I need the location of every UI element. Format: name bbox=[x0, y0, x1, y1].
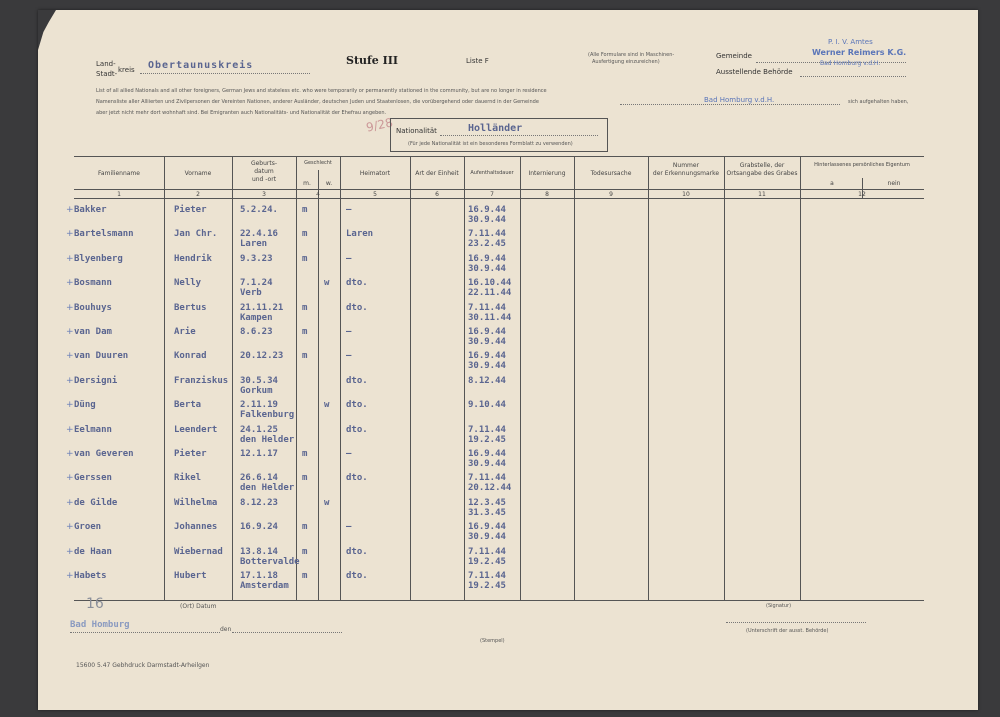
cell-surname: Groen bbox=[74, 522, 102, 532]
gemeinde-label: Gemeinde bbox=[716, 52, 752, 60]
cell-first-name: Johannes bbox=[174, 522, 218, 532]
cell-sex-m: m bbox=[302, 303, 308, 313]
row-check-mark: + bbox=[66, 254, 74, 264]
cell-stay-to: 30.9.44 bbox=[468, 215, 506, 225]
row-check-mark: + bbox=[66, 498, 74, 508]
cell-birth-place: Laren bbox=[240, 239, 268, 249]
colnum: 4 bbox=[316, 191, 320, 198]
row-check-mark: + bbox=[66, 449, 74, 459]
cell-surname: Habets bbox=[74, 571, 107, 581]
row-check-mark: + bbox=[66, 473, 74, 483]
cell-stay-to: 30.9.44 bbox=[468, 532, 506, 542]
cell-stay-to: 22.11.44 bbox=[468, 288, 512, 298]
cell-birth-date: 26.6.14 bbox=[240, 473, 278, 483]
intro-tail: sich aufgehalten haben, bbox=[848, 99, 909, 105]
col-divider bbox=[464, 156, 465, 600]
note-top-right-1: (Alle Formulare sind in Maschinen- bbox=[588, 52, 675, 58]
cell-birth-place: Kampen bbox=[240, 313, 273, 323]
cell-surname: Bartelsmann bbox=[74, 229, 134, 239]
cell-stay-from: 7.11.44 bbox=[468, 547, 506, 557]
cell-birth-place: Bottervalde bbox=[240, 557, 300, 567]
footer-place-label: (Ort) Datum bbox=[180, 603, 217, 610]
footer-sign-underline bbox=[726, 622, 866, 623]
row-check-mark: + bbox=[66, 327, 74, 337]
cell-home: — bbox=[346, 254, 352, 264]
cell-surname: Eelmann bbox=[74, 425, 112, 435]
colnum: 3 bbox=[262, 191, 266, 198]
cell-home: dto. bbox=[346, 303, 368, 313]
col-divider bbox=[648, 156, 649, 600]
intro-line-2: Namensliste aller Alliierten und Zivilpersonen der Vereinten Nationen, anderer Ausländer, deutschen Juden und Staatenlosen, die vorübergehend oder dauernd in der Gemeinde bbox=[96, 99, 539, 105]
cell-first-name: Hendrik bbox=[174, 254, 212, 264]
cell-first-name: Leendert bbox=[174, 425, 218, 435]
cell-stay-from: 7.11.44 bbox=[468, 303, 506, 313]
nationality-value: Holländer bbox=[468, 123, 523, 134]
cell-home: dto. bbox=[346, 278, 368, 288]
cell-birth-date: 13.8.14 bbox=[240, 547, 278, 557]
cell-birth-place: den Helder bbox=[240, 483, 295, 493]
cell-birth-date: 12.1.17 bbox=[240, 449, 278, 459]
cell-sex-m: m bbox=[302, 229, 308, 239]
cell-birth-date: 8.6.23 bbox=[240, 327, 273, 337]
gemeinde-stamp: Bad Homburg v.d.H. bbox=[704, 96, 775, 104]
colnum: 8 bbox=[545, 191, 549, 198]
row-check-mark: + bbox=[66, 425, 74, 435]
row-check-mark: + bbox=[66, 547, 74, 557]
cell-surname: van Geveren bbox=[74, 449, 134, 459]
cell-first-name: Bertus bbox=[174, 303, 207, 313]
row-check-mark: + bbox=[66, 571, 74, 581]
cell-sex-w: w bbox=[324, 498, 330, 508]
cell-home: — bbox=[346, 449, 352, 459]
colnum: 5 bbox=[373, 191, 377, 198]
cell-birth-place: den Helder bbox=[240, 435, 295, 445]
cell-surname: Gerssen bbox=[74, 473, 112, 483]
cell-home: dto. bbox=[346, 547, 368, 557]
table-colnum-line bbox=[74, 198, 924, 199]
header-internierung: Internierung bbox=[528, 170, 566, 177]
cell-birth-date: 30.5.34 bbox=[240, 376, 278, 386]
intro-line-3: aber jetzt nicht mehr dort wohnhaft sind. Bei Emigranten auch Nationalitäts- und Nationalität der Ehefrau angeben. bbox=[96, 110, 387, 116]
cell-stay-to: 30.11.44 bbox=[468, 313, 512, 323]
cell-stay-to: 30.9.44 bbox=[468, 337, 506, 347]
col-divider bbox=[410, 156, 411, 600]
cell-sex-m: m bbox=[302, 351, 308, 361]
cell-sex-m: m bbox=[302, 547, 308, 557]
cell-sex-m: m bbox=[302, 571, 308, 581]
cell-stay-to: 23.2.45 bbox=[468, 239, 506, 249]
col-divider bbox=[340, 156, 341, 600]
cell-birth-place: Falkenburg bbox=[240, 410, 295, 420]
cell-birth-date: 17.1.18 bbox=[240, 571, 278, 581]
cell-surname: de Haan bbox=[74, 547, 112, 557]
cell-stay-to: 31.3.45 bbox=[468, 508, 506, 518]
header-eigentum-nein: nein bbox=[887, 180, 901, 187]
cell-first-name: Pieter bbox=[174, 449, 207, 459]
header-erkennungsmarke: Nummer der Erkennungsmarke bbox=[652, 162, 720, 177]
header-heimatort: Heimatort bbox=[359, 170, 391, 177]
cell-birth-date: 21.11.21 bbox=[240, 303, 284, 313]
cell-stay-to: 19.2.45 bbox=[468, 581, 506, 591]
colnum: 2 bbox=[196, 191, 200, 198]
footer-stamp-label: (Stempel) bbox=[480, 638, 505, 644]
cell-sex-m: m bbox=[302, 522, 308, 532]
header-eigentum: Hinterlassenes persönliches Eigentum bbox=[814, 162, 910, 168]
row-check-mark: + bbox=[66, 278, 74, 288]
cell-stay-from: 7.11.44 bbox=[468, 473, 506, 483]
header-vorname: Vorname bbox=[184, 170, 212, 177]
cell-first-name: Wilhelma bbox=[174, 498, 218, 508]
cell-sex-m: m bbox=[302, 205, 308, 215]
stufe-title: Stufe III bbox=[346, 54, 399, 67]
cell-stay-from: 7.11.44 bbox=[468, 229, 506, 239]
cell-home: dto. bbox=[346, 473, 368, 483]
cell-surname: Düng bbox=[74, 400, 96, 410]
kreis-label: kreis bbox=[118, 66, 135, 74]
cell-birth-date: 2.11.19 bbox=[240, 400, 278, 410]
table-header-line bbox=[74, 189, 924, 190]
table-top-line bbox=[74, 156, 924, 157]
cell-stay-from: 16.9.44 bbox=[468, 522, 506, 532]
cell-surname: Bosmann bbox=[74, 278, 112, 288]
header-sex-m: m. bbox=[303, 180, 311, 187]
stamp-line-1: P. I. V. Amtes bbox=[828, 38, 873, 46]
cell-home: dto. bbox=[346, 376, 368, 386]
cell-stay-to: 19.2.45 bbox=[468, 435, 506, 445]
cell-home: dto. bbox=[346, 400, 368, 410]
colnum: 6 bbox=[435, 191, 439, 198]
row-check-mark: + bbox=[66, 376, 74, 386]
footer-date-underline bbox=[232, 632, 342, 633]
cell-birth-date: 22.4.16 bbox=[240, 229, 278, 239]
cell-first-name: Pieter bbox=[174, 205, 207, 215]
cell-birth-date: 9.3.23 bbox=[240, 254, 273, 264]
cell-birth-date: 20.12.23 bbox=[240, 351, 284, 361]
row-check-mark: + bbox=[66, 205, 74, 215]
cell-birth-date: 7.1.24 bbox=[240, 278, 273, 288]
footer-den: den bbox=[220, 626, 232, 633]
cell-home: — bbox=[346, 522, 352, 532]
header-sex-w: w. bbox=[325, 180, 333, 187]
cell-surname: Blyenberg bbox=[74, 254, 123, 264]
cell-surname: Bakker bbox=[74, 205, 107, 215]
colnum: 9 bbox=[609, 191, 613, 198]
header-geschlecht: Geschlecht bbox=[304, 160, 332, 166]
kreis-value: Obertaunuskreis bbox=[148, 60, 254, 71]
cell-surname: Dersigni bbox=[74, 376, 118, 386]
cell-surname: de Gilde bbox=[74, 498, 118, 508]
cell-home: — bbox=[346, 327, 352, 337]
cell-first-name: Konrad bbox=[174, 351, 207, 361]
header-todesursache: Todesursache bbox=[590, 170, 632, 177]
col-divider bbox=[296, 156, 297, 600]
kreis-underline bbox=[140, 73, 310, 74]
behoerde-underline bbox=[800, 76, 906, 77]
header-aufenthalt: Aufenthaltsdauer bbox=[470, 170, 514, 176]
cell-stay-from: 7.11.44 bbox=[468, 571, 506, 581]
colnum: 11 bbox=[758, 191, 766, 198]
colnum: 12 bbox=[858, 191, 866, 198]
table-bottom-line bbox=[74, 600, 924, 601]
cell-birth-place: Verb bbox=[240, 288, 262, 298]
cell-stay-from: 8.12.44 bbox=[468, 376, 506, 386]
nationality-label: Nationalität bbox=[396, 127, 437, 135]
cell-stay-from: 12.3.45 bbox=[468, 498, 506, 508]
col-divider bbox=[724, 156, 725, 600]
cell-stay-from: 16.9.44 bbox=[468, 205, 506, 215]
footer-sign-label: (Signatur) bbox=[766, 603, 792, 609]
cell-first-name: Rikel bbox=[174, 473, 202, 483]
cell-stay-to: 30.9.44 bbox=[468, 459, 506, 469]
cell-sex-m: m bbox=[302, 327, 308, 337]
cell-stay-from: 16.9.44 bbox=[468, 449, 506, 459]
row-check-mark: + bbox=[66, 522, 74, 532]
cell-surname: Bouhuys bbox=[74, 303, 112, 313]
footer-sign-right: (Unterschrift der ausst. Behörde) bbox=[746, 628, 829, 634]
footer-print: 15600 5.47 Gebhdruck Darmstadt-Arheilgen bbox=[76, 662, 210, 669]
col-divider bbox=[232, 156, 233, 600]
col-divider bbox=[164, 156, 165, 600]
cell-first-name: Berta bbox=[174, 400, 202, 410]
col-divider bbox=[520, 156, 521, 600]
cell-home: — bbox=[346, 351, 352, 361]
stamp-line-2: Werner Reimers K.G. bbox=[812, 48, 907, 57]
row-check-mark: + bbox=[66, 229, 74, 239]
col-divider bbox=[318, 170, 319, 600]
header-einheit: Art der Einheit bbox=[415, 170, 459, 177]
cell-stay-from: 9.10.44 bbox=[468, 400, 506, 410]
cell-birth-date: 24.1.25 bbox=[240, 425, 278, 435]
cell-sex-w: w bbox=[324, 278, 330, 288]
header-familienname: Familienname bbox=[98, 170, 140, 177]
cell-stay-to: 19.2.45 bbox=[468, 557, 506, 567]
pencil-note: 9/28 bbox=[364, 115, 395, 135]
cell-surname: van Dam bbox=[74, 327, 112, 337]
cell-birth-date: 8.12.23 bbox=[240, 498, 278, 508]
col-divider bbox=[574, 156, 575, 600]
cell-surname: van Duuren bbox=[74, 351, 129, 361]
cell-first-name: Franziskus bbox=[174, 376, 229, 386]
intro-line-1: List of all allied Nationals and all other foreigners, German Jews and stateless etc. who were temporarily or permanently stationed in the community, but are no longer in residence bbox=[96, 88, 547, 94]
behoerde-label: Ausstellende Behörde bbox=[716, 68, 793, 76]
cell-sex-m: m bbox=[302, 449, 308, 459]
row-check-mark: + bbox=[66, 303, 74, 313]
cell-first-name: Wiebernad bbox=[174, 547, 223, 557]
row-check-mark: + bbox=[66, 351, 74, 361]
footer-typed: Bad Homburg bbox=[70, 620, 130, 630]
cell-home: Laren bbox=[346, 229, 374, 239]
cell-sex-w: w bbox=[324, 400, 330, 410]
cell-first-name: Arie bbox=[174, 327, 196, 337]
cell-stay-from: 7.11.44 bbox=[468, 425, 506, 435]
cell-first-name: Jan Chr. bbox=[174, 229, 218, 239]
col-divider bbox=[800, 156, 801, 600]
nationality-underline bbox=[440, 135, 598, 136]
note-top-right-2: Ausfertigung einzureichen) bbox=[592, 59, 660, 65]
intro-underline bbox=[620, 104, 840, 105]
nationality-note: (Für jede Nationalität ist ein besonderes Formblatt zu verwenden) bbox=[408, 141, 573, 147]
cell-first-name: Hubert bbox=[174, 571, 207, 581]
stadt-label: Stadt- bbox=[96, 70, 118, 78]
cell-stay-from: 16.9.44 bbox=[468, 254, 506, 264]
cell-home: dto. bbox=[346, 425, 368, 435]
cell-birth-place: Gorkum bbox=[240, 386, 273, 396]
cell-stay-from: 16.10.44 bbox=[468, 278, 512, 288]
cell-home: — bbox=[346, 205, 352, 215]
row-check-mark: + bbox=[66, 400, 74, 410]
cell-birth-place: Amsterdam bbox=[240, 581, 289, 591]
colnum: 1 bbox=[117, 191, 121, 198]
cell-stay-to: 20.12.44 bbox=[468, 483, 512, 493]
cell-sex-m: m bbox=[302, 473, 308, 483]
colnum: 7 bbox=[490, 191, 494, 198]
cell-birth-date: 5.2.24. bbox=[240, 205, 278, 215]
cell-first-name: Nelly bbox=[174, 278, 202, 288]
cell-stay-from: 16.9.44 bbox=[468, 327, 506, 337]
header-geburt: Geburts- datum und -ort bbox=[250, 160, 278, 183]
cell-stay-from: 16.9.44 bbox=[468, 351, 506, 361]
cell-sex-m: m bbox=[302, 254, 308, 264]
header-grabstelle: Grabstelle, der Ortsangabe des Grabes bbox=[726, 162, 798, 177]
cell-birth-date: 16.9.24 bbox=[240, 522, 278, 532]
footer-place-underline bbox=[70, 632, 220, 633]
cell-home: dto. bbox=[346, 571, 368, 581]
cell-stay-to: 30.9.44 bbox=[468, 361, 506, 371]
footer-count: 16 bbox=[86, 596, 104, 612]
cell-stay-to: 30.9.44 bbox=[468, 264, 506, 274]
liste-label: Liste F bbox=[466, 57, 489, 65]
colnum: 10 bbox=[682, 191, 690, 198]
header-eigentum-a: a bbox=[830, 180, 834, 187]
land-label: Land- bbox=[96, 60, 116, 68]
stamp-line-3: Bad Homburg v.d.H. bbox=[820, 60, 881, 67]
